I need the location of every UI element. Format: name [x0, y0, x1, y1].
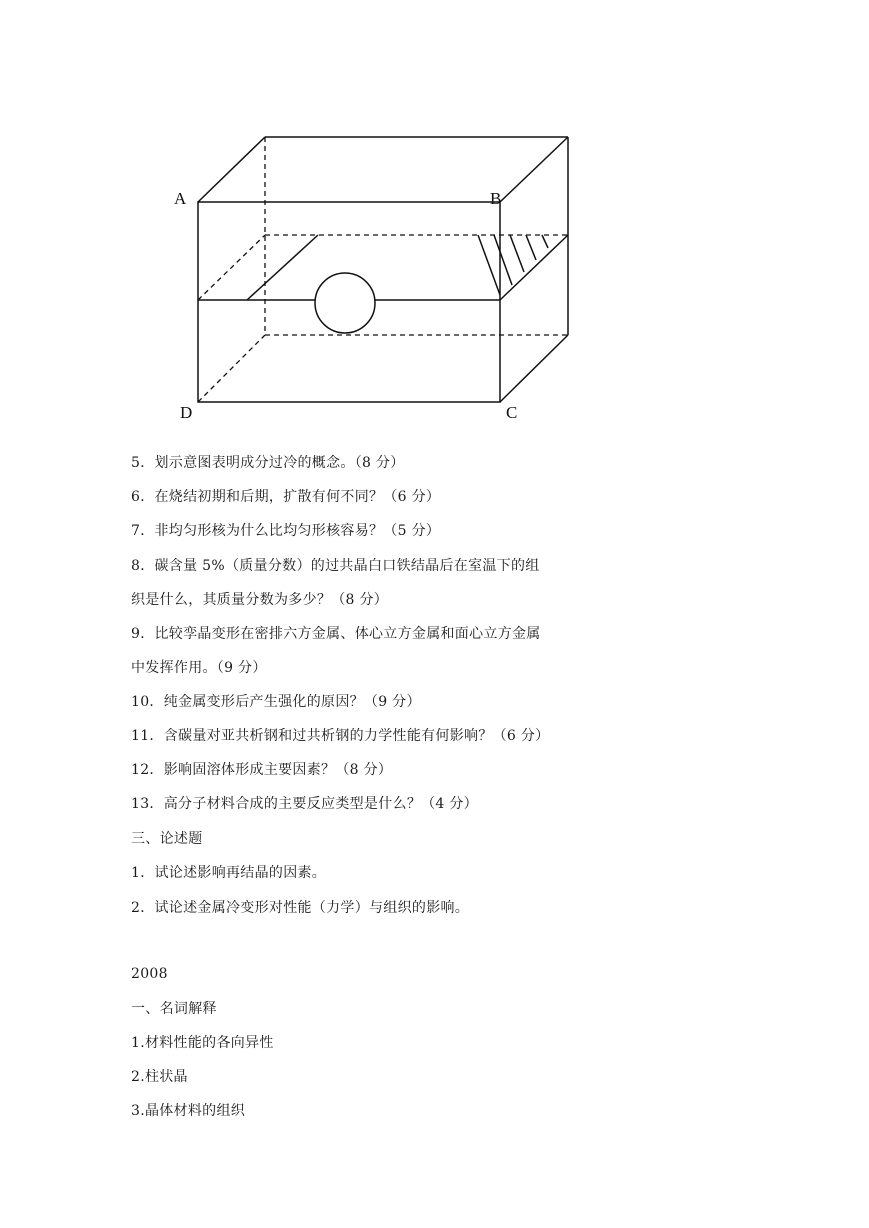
dislocation-loop-circle	[315, 273, 375, 333]
hatch-line	[510, 235, 524, 272]
question-10: 10．纯金属变形后产生强化的原因？（9 分）	[131, 694, 421, 710]
term-1: 1.材料性能的各向异性	[131, 1035, 274, 1051]
hatch-line	[494, 235, 512, 285]
hatch-line	[526, 235, 536, 260]
essay-question-2: 2．试论述金属冷变形对性能（力学）与组织的影响。	[131, 900, 470, 916]
slip-line-left	[247, 235, 318, 300]
vertex-label-d: D	[180, 403, 193, 422]
edge-bottom-right	[500, 335, 568, 402]
section-heading-terms: 一、名词解释	[131, 1001, 217, 1017]
mid-right-line	[500, 235, 568, 300]
essay-question-1: 1．试论述影响再结晶的因素。	[131, 865, 327, 881]
term-3: 3.晶体材料的组织	[131, 1103, 246, 1119]
edge-top-right	[500, 137, 568, 202]
question-9-line-2: 中发挥作用。（9 分）	[131, 660, 267, 676]
crystal-box-figure	[160, 120, 590, 430]
vertex-label-b: B	[490, 189, 502, 208]
question-8-line-1: 8．碳含量 5%（质量分数）的过共晶白口铁结晶后在室温下的组	[131, 558, 540, 574]
hidden-mid-left-line	[198, 235, 265, 300]
question-12: 12．影响固溶体形成主要因素？（8 分）	[131, 762, 393, 778]
question-13: 13．高分子材料合成的主要反应类型是什么？（4 分）	[131, 796, 478, 812]
question-11: 11．含碳量对亚共析钢和过共析钢的力学性能有何影响？（6 分）	[131, 728, 550, 744]
question-8-line-2: 织是什么，其质量分数为多少？（8 分）	[131, 592, 389, 608]
section-heading-essay: 三、论述题	[131, 831, 203, 847]
term-2: 2.柱状晶	[131, 1069, 188, 1085]
question-5: 5．划示意图表明成分过冷的概念。（8 分）	[131, 455, 405, 471]
edge-top-left	[198, 137, 265, 202]
crystal-box-diagram	[160, 120, 590, 430]
vertex-label-a: A	[174, 189, 187, 208]
question-6: 6．在烧结初期和后期，扩散有何不同？（6 分）	[131, 489, 441, 505]
question-9-line-1: 9．比较孪晶变形在密排六方金属、体心立方金属和面心立方金属	[131, 626, 541, 642]
hatch-line	[542, 235, 548, 248]
hidden-bottom-left-edge	[198, 335, 265, 402]
year-heading: 2008	[131, 966, 168, 982]
question-7: 7．非均匀形核为什么比均匀形核容易？（5 分）	[131, 523, 441, 539]
vertex-label-c: C	[506, 403, 518, 422]
